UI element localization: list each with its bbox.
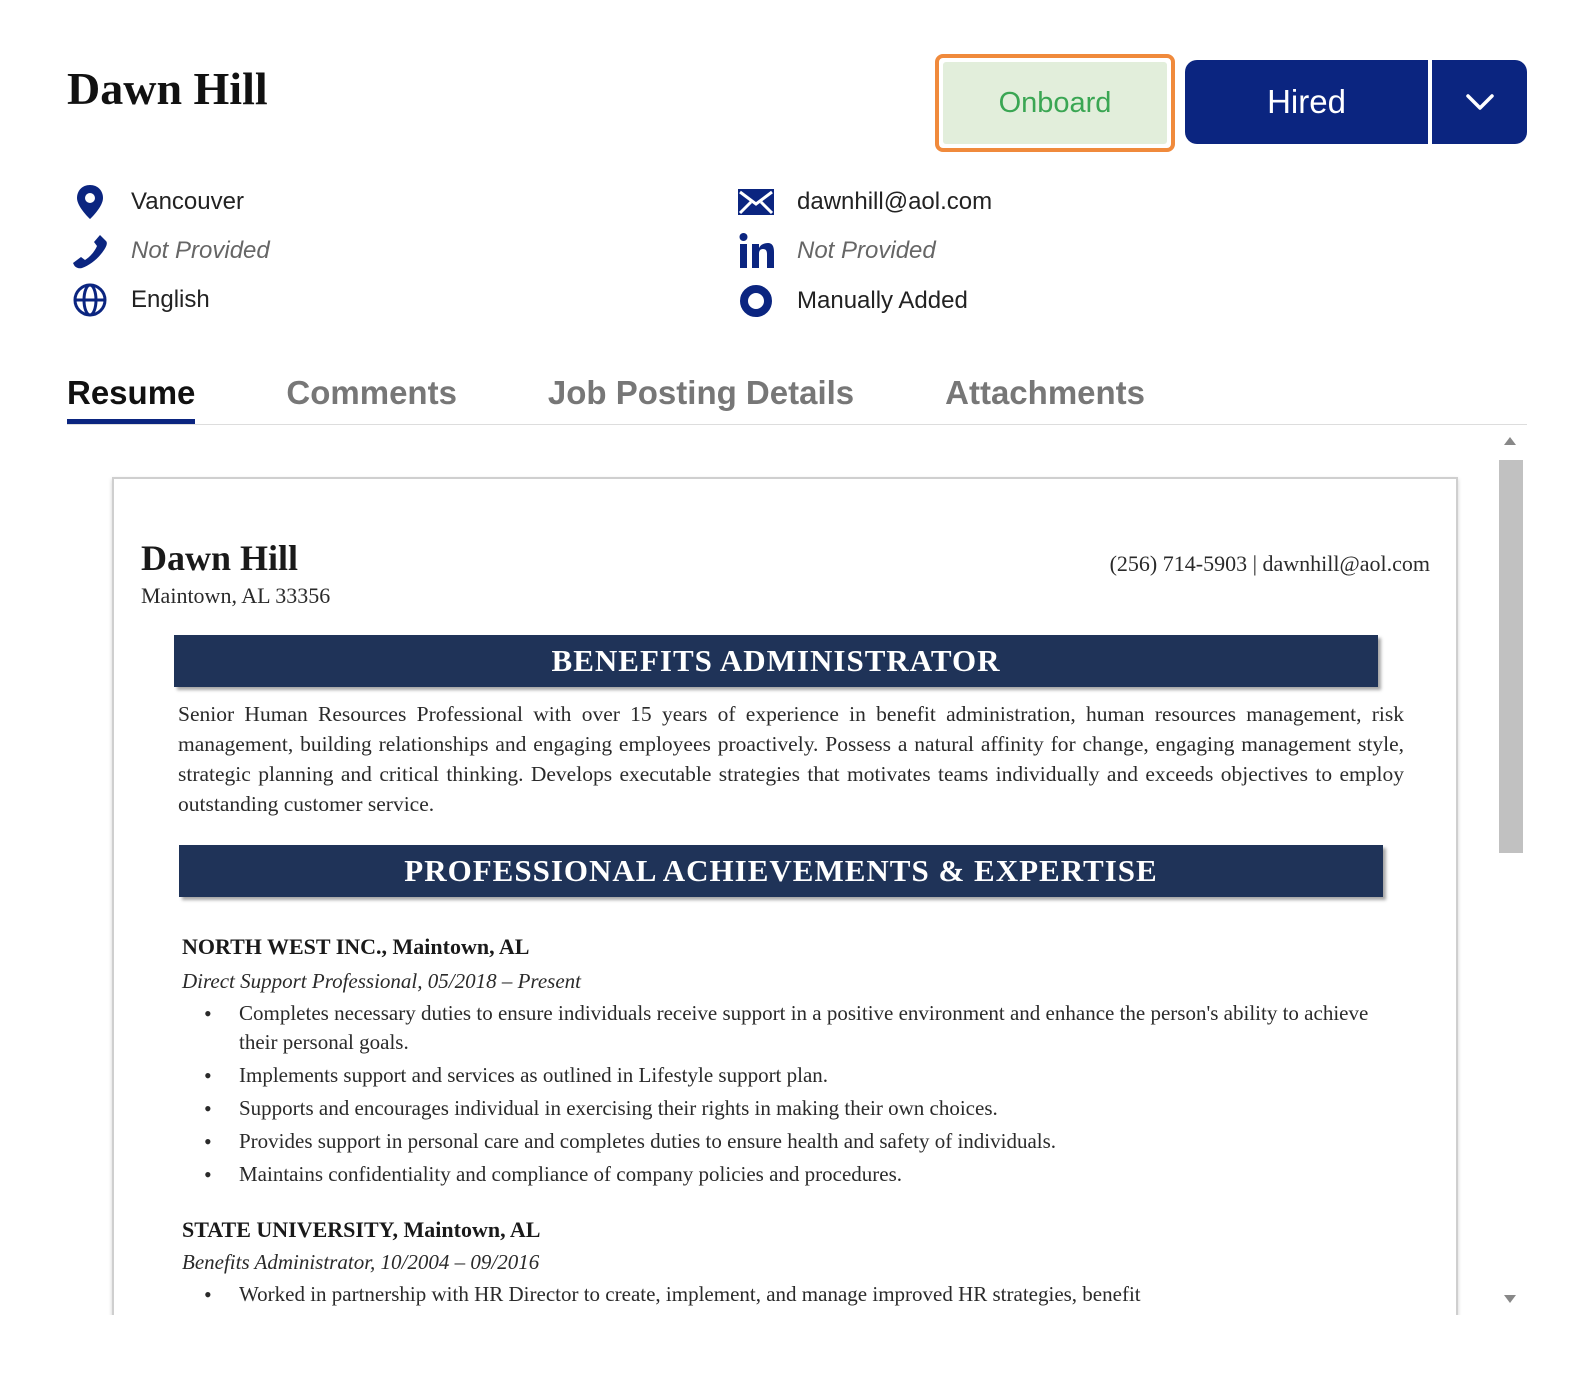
onboard-button[interactable] (935, 54, 1175, 152)
resume-section-banner: PROFESSIONAL ACHIEVEMENTS & EXPERTISE (179, 845, 1383, 897)
tab-job-posting-details[interactable]: Job Posting Details (547, 374, 855, 411)
resume-bullet: • Implements support and services as outlined in Lifestyle support plan. (204, 1061, 1384, 1090)
phone-text: Not Provided (131, 237, 270, 264)
info-location (69, 182, 244, 222)
info-source (735, 281, 968, 321)
tab-attachments[interactable]: Attachments (945, 374, 1146, 411)
resume-job-title: Direct Support Professional, 05/2018 – Present (182, 969, 581, 993)
info-phone (69, 231, 270, 271)
linkedin-icon (735, 231, 777, 271)
resume-company: NORTH WEST INC., Maintown, AL (182, 934, 530, 959)
status-dropdown[interactable] (1185, 60, 1527, 144)
email-icon (735, 182, 777, 222)
resume-bullet-list (204, 1280, 1384, 1313)
resume-bullet: • Provides support in personal care and completes duties to ensure health and safety of individuals. (204, 1127, 1384, 1156)
resume-bullet: • Supports and encourages individual in exercising their rights in making their own choices. (204, 1094, 1384, 1123)
info-language (69, 280, 210, 320)
resume-company: STATE UNIVERSITY, Maintown, AL (182, 1217, 541, 1242)
resume-job-title: Benefits Administrator, 10/2004 – 09/2016 (182, 1250, 540, 1274)
scroll-thumb[interactable] (1499, 460, 1523, 853)
resume-section-banner: BENEFITS ADMINISTRATOR (174, 635, 1378, 687)
resume-bullet: • Worked in partnership with HR Director to create, implement, and manage improved HR strategies, benefit (204, 1280, 1384, 1309)
source-text: Manually Added (797, 287, 968, 314)
globe-icon (69, 280, 111, 320)
phone-icon (69, 231, 111, 271)
resume-contact: (256) 714-5903 | dawnhill@aol.com (1109, 551, 1430, 576)
info-email (735, 182, 992, 222)
location-pin-icon (69, 182, 111, 222)
location-text: Vancouver (131, 188, 244, 215)
chevron-down-icon (1465, 92, 1495, 112)
resume-name: Dawn Hill (141, 538, 299, 578)
status-dropdown-toggle[interactable] (1432, 60, 1527, 144)
email-text: dawnhill@aol.com (797, 188, 993, 215)
resume-bullet: • Completes necessary duties to ensure individuals receive support in a positive environment and enhance the person's ability to achieve their personal goals. (204, 999, 1384, 1057)
source-icon (735, 281, 777, 321)
status-button[interactable]: Hired (1185, 60, 1428, 144)
resume-summary: Senior Human Resources Professional with over 15 years of experience in benefit administration, human resources management, risk management, building relationships and engaging employees proactively. Possess a natural affinity for change, engaging management style, strategic planning and critical thinking. Develops executable strategies that motivates teams individually and exceeds objectives to employ outstanding customer service. (178, 702, 1404, 816)
resume-bullet: • Maintains confidentiality and compliance of company policies and procedures. (204, 1160, 1384, 1189)
resume-address: Maintown, AL 33356 (141, 583, 331, 608)
tab-comments[interactable]: Comments (286, 374, 457, 411)
scroll-up-arrow-icon[interactable] (1504, 437, 1516, 445)
scrollbar[interactable] (1493, 425, 1527, 1315)
tab-bar (67, 372, 1236, 424)
tab-resume[interactable]: Resume (67, 372, 195, 424)
resume-bullet-list (204, 999, 1384, 1193)
onboard-button-label: Onboard (943, 62, 1167, 144)
candidate-name: Dawn Hill (67, 63, 268, 114)
resume-page (112, 477, 1458, 1315)
language-text: English (131, 286, 210, 313)
resume-viewer[interactable] (67, 425, 1527, 1315)
info-linkedin (735, 231, 936, 271)
linkedin-text: Not Provided (797, 237, 936, 264)
scroll-down-arrow-icon[interactable] (1504, 1295, 1516, 1303)
